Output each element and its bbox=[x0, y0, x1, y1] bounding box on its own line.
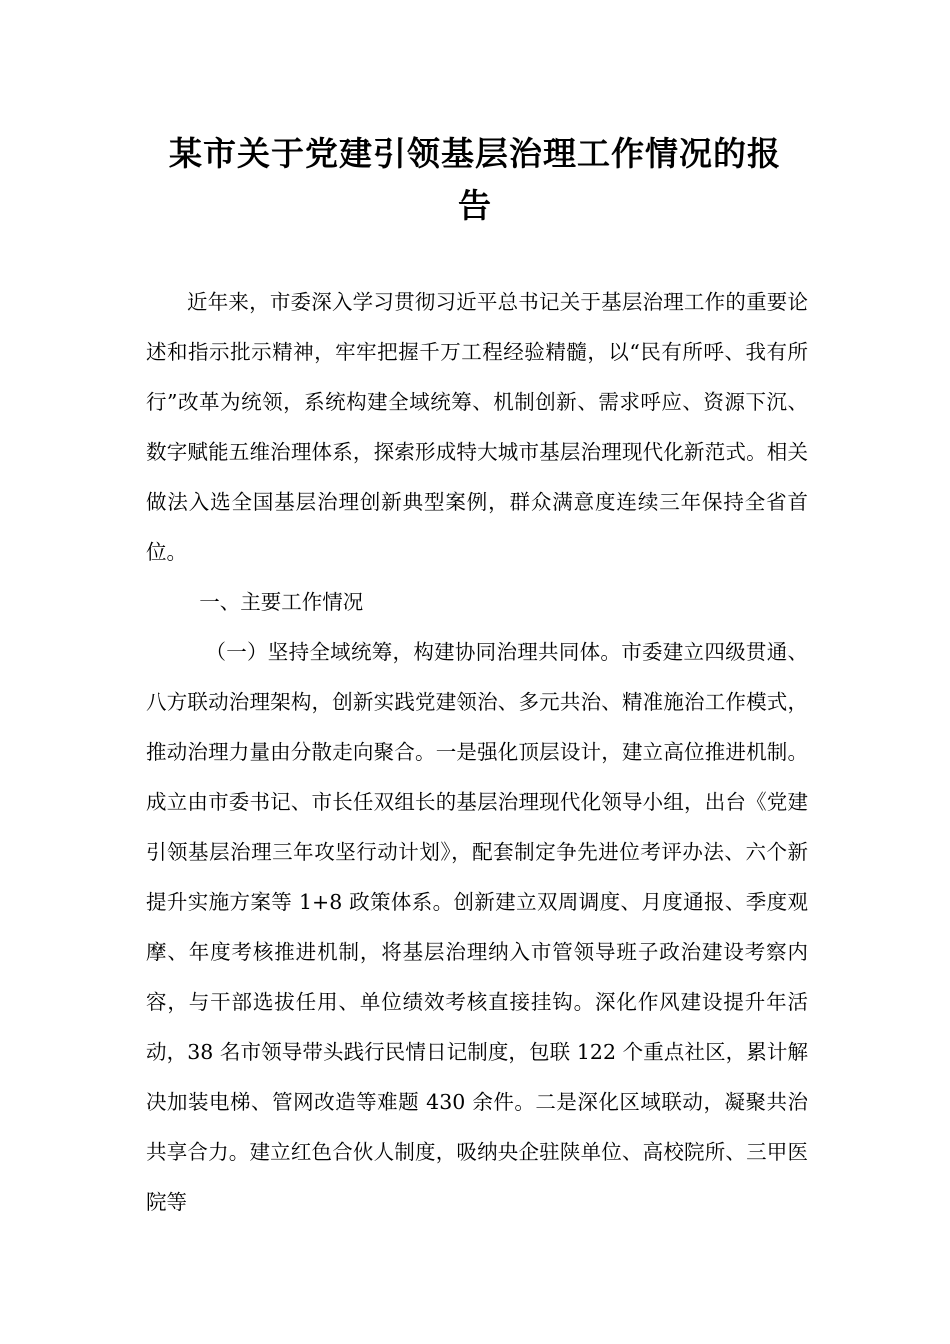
title-line-2: 告 bbox=[458, 186, 492, 225]
section-heading: 一、主要工作情况 bbox=[199, 590, 364, 614]
intro-paragraph: 近年来，市委深入学习贯彻习近平总书记关于基层治理工作的重要论述和指示批示精神，牢牢把握千万工程经验精髓，以“民有所呼、我有所行”改革为统领，系统构建全域统筹、机制创新、需求呼应、资源下沉、数字赋能五维治理体系，探索形成特大城市基层治理现代化新范式。相关做法入选全国基层治理创新典型案例，群众满意度连续三年保持全省首位。 bbox=[146, 290, 808, 564]
document-body bbox=[146, 277, 808, 1227]
title-line-1: 某市关于党建引领基层治理工作情况的报 bbox=[169, 134, 781, 173]
subsection-paragraph: （一）坚持全域统筹，构建协同治理共同体。市委建立四级贯通、八方联动治理架构，创新实践党建领治、多元共治、精准施治工作模式，推动治理力量由分散走向聚合。一是强化顶层设计，建立高位推进机制。成立由市委书记、市长任双组长的基层治理现代化领导小组，出台《党建引领基层治理三年攻坚行动计划》，配套制定争先进位考评办法、六个新提升实施方案等 1+8 政策体系。创新建立双周调度、月度通报、季度观摩、年度考核推进机制，将基层治理纳入市管领导班子政治建设考察内容，与干部选拔任用、单位绩效考核直接挂钩。深化作风建设提升年活动，38 名市领导带头践行民情日记制度，包联 122 个重点社区，累计解决加装电梯、管网改造等难题 430 余件。二是深化区域联动，凝聚共治共享合力。建立红色合伙人制度，吸纳央企驻陕单位、高校院所、三甲医院等 bbox=[146, 640, 808, 1214]
document-title bbox=[130, 128, 820, 232]
